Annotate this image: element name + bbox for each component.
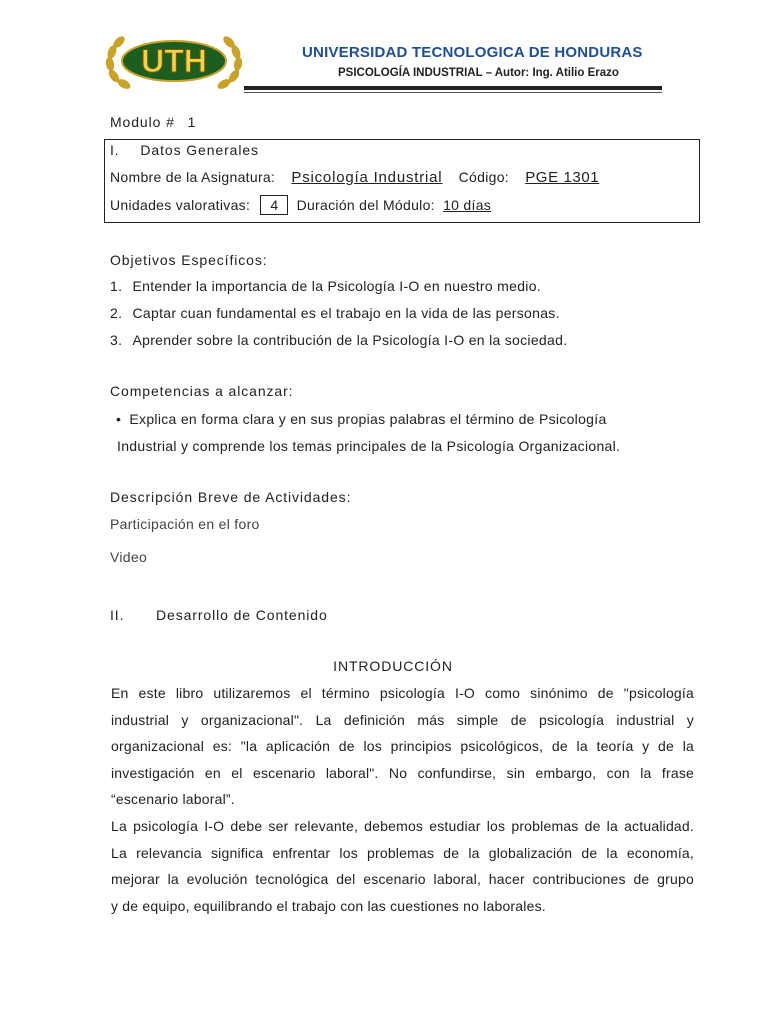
objetivo-text: Captar cuan fundamental es el trabajo en la vida de las personas. [132, 305, 560, 321]
objetivo-text: Aprender sobre la contribución de la Psicología I-O en la sociedad. [132, 332, 568, 348]
logo-text: UTH [141, 43, 207, 79]
asignatura-value: Psicología Industrial [291, 169, 443, 186]
paragraph-line: industrial y organizacional". La definición más simple de psicología industrial y [111, 711, 694, 728]
paragraph-line: “escenario laboral”. [111, 791, 235, 807]
duracion-value: 10 días [443, 197, 492, 213]
desarrollo-title: Desarrollo de Contenido [156, 607, 328, 623]
header-rule-thin [244, 92, 662, 93]
paragraph-line: La psicología I-O debe ser relevante, debemos estudiar los problemas de la actualidad. [111, 818, 694, 834]
asignatura-label: Nombre de la Asignatura: [110, 169, 276, 185]
modulo-number: 1 [187, 114, 197, 130]
codigo-value: PGE 1301 [525, 169, 600, 186]
actividad-item: Video [110, 549, 148, 565]
course-author-subtitle: PSICOLOGÍA INDUSTRIAL – Autor: Ing. Atilio Erazo [338, 67, 619, 79]
unidades-row [110, 195, 491, 215]
objetivo-num: 3. [110, 332, 123, 348]
asignatura-row [110, 169, 599, 186]
paragraph-line: En este libro utilizaremos el término psicología I-O como sinónimo de "psicología [111, 685, 694, 701]
actividades-title: Descripción Breve de Actividades: [110, 489, 352, 505]
competencia-text: Explica en forma clara y en sus propias palabras el término de Psicología [129, 411, 607, 427]
heading-text: Datos Generales [140, 142, 259, 158]
duracion-label: Duración del Módulo: [296, 197, 435, 213]
paragraph-line: organizacional es: "la aplicación de los principios psicológicos, de la teoría y de la [111, 738, 694, 754]
modulo-label: Modulo # [110, 114, 175, 130]
intro-paragraph-2 [111, 813, 694, 919]
objetivo-num: 1. [110, 278, 123, 294]
objetivo-text: Entender la importancia de la Psicología I-O en nuestro medio. [132, 278, 541, 294]
objetivo-item [110, 305, 560, 321]
bullet-icon: • [116, 411, 122, 427]
unidades-label: Unidades valorativas: [110, 197, 251, 213]
uth-logo [104, 30, 244, 92]
codigo-label: Código: [458, 169, 509, 185]
paragraph-line: mejorar la evolución tecnológica del escenario laboral, hacer contribuciones de grupo [111, 871, 694, 887]
competencias-title: Competencias a alcanzar: [110, 383, 294, 399]
objetivo-item [110, 332, 567, 348]
objetivos-title: Objetivos Específicos: [110, 252, 268, 268]
paragraph-line: investigación en el escenario laboral". No confundirse, sin embargo, con la frase [111, 764, 694, 781]
actividad-item: Participación en el foro [110, 516, 260, 532]
competencia-line-1 [116, 411, 607, 427]
intro-paragraph-1 [111, 680, 694, 813]
objetivo-item [110, 278, 541, 294]
paragraph-line: y de equipo, equilibrando el trabajo con las cuestiones no laborales. [111, 897, 546, 914]
modulo-line [110, 114, 196, 130]
competencia-line-2: Industrial y comprende los temas principales de la Psicología Organizacional. [117, 438, 621, 454]
objetivo-num: 2. [110, 305, 123, 321]
unidades-value: 4 [260, 195, 288, 215]
introduccion-title: INTRODUCCIÓN [333, 658, 453, 674]
datos-generales-heading [110, 142, 259, 158]
paragraph-line: La relevancia significa enfrentar los problemas de la globalización de la economía, [111, 844, 694, 861]
heading-number: I. [110, 142, 120, 158]
university-name: UNIVERSIDAD TECNOLOGICA DE HONDURAS [302, 44, 643, 61]
desarrollo-heading [110, 607, 124, 623]
desarrollo-num: II. [110, 607, 125, 623]
header-rule [244, 86, 662, 90]
